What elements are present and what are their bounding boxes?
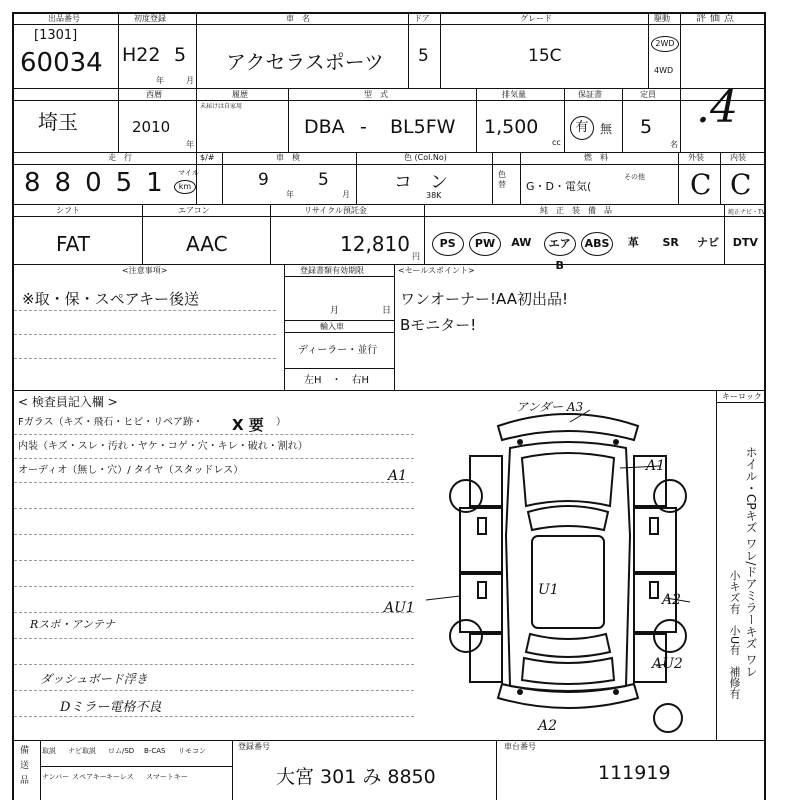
first-reg-era: H22 [122,44,161,66]
label-line [284,368,394,369]
accessory-side-label: 備送品 [20,746,30,786]
glass-note: Fガラス（キズ・飛石・ヒビ・リペア跡・ [18,417,204,428]
col-sep [496,740,497,800]
accessory-list [40,740,232,800]
region: 埼玉 [38,110,78,134]
interior-label: 内装 [730,153,746,162]
key-lock-label: キーロック [722,392,762,401]
insp-month: 5 [318,170,329,190]
equipment-item: DTV [732,236,758,249]
col-sep [424,204,425,264]
lot-code: [1301] [34,28,78,43]
recycle-label: リサイクル預託金 [304,206,367,215]
mark-au2: AU2 [652,656,683,672]
rule-line [14,560,414,561]
rule-line [14,716,414,717]
inspector-label: < 検査員記入欄 > [18,395,118,409]
reg-day: 日 [382,306,392,316]
color-change: 色替 [498,170,506,189]
plate-label: 登録番号 [238,742,270,751]
accessory-item: リモコン [178,747,206,755]
model-type-a: DBA [304,116,345,138]
frame-left [12,12,14,800]
col-sep [232,740,233,800]
rule-line [14,334,276,335]
first-reg-month: 5 [174,44,187,66]
equipment-item: AW [511,236,532,249]
first-reg-label: 初度登録 [134,14,166,23]
col-sep [520,152,521,204]
model-year: 2010 [132,118,171,136]
accessory-item: 取説 [42,747,56,755]
lot-number: 60034 [20,48,103,78]
model-type-b: BL5FW [390,116,456,138]
mileage-label: 走 行 [108,153,132,162]
km-unit-circled: km [174,180,196,194]
col-sep [408,12,409,88]
yen-unit: 円 [412,252,420,261]
label-line [716,402,766,403]
interior-grade: C [730,168,752,201]
mileage: 88051 [24,168,177,198]
equipment-list [428,230,764,272]
col-sep [270,204,271,264]
rule-line [14,690,414,691]
label-line [284,320,394,321]
key-side-note-2: 小キズ有 小U有 補修有 [728,570,741,700]
drive-2wd-circled: 2WD [651,36,679,52]
mark-a2-right: A2 [662,592,682,608]
col-sep [356,152,357,204]
grade: 15C [528,46,562,66]
accessory-item: スマートキー [146,773,188,781]
car-name: アクセラスポーツ [226,50,384,74]
year-unit: 年 [286,190,294,199]
equipment-item: SR [662,236,679,249]
insp-year: 9 [258,170,269,190]
month-unit: 月 [186,76,194,85]
label-line [12,216,766,217]
equipment-item: PS [432,232,464,256]
fuel-label: 燃 料 [584,153,608,162]
col-sep [716,390,717,740]
col-sep [648,12,649,88]
notes: ※取・保・スペアキー後送 [22,290,199,308]
mark-a2-rear: A2 [538,718,558,734]
rule-line [14,434,414,435]
col-sep [564,88,565,152]
car-name-label: 車 名 [286,14,310,23]
lot-no-label: 出品番号 [48,14,80,23]
sales-point-2: Bモニター! [400,316,477,334]
rule-line [14,458,414,459]
equipment-label: 純 正 装 備 品 [540,206,612,215]
frame-right [764,12,766,800]
model-year-label: 西暦 [146,90,162,99]
rule-line [14,664,414,665]
mile-unit: マイル [178,169,199,177]
vin-number: 111919 [598,762,671,784]
rule-line [14,508,414,509]
mark-au1: AU1 [384,600,415,616]
warranty-label: 保証書 [578,90,602,99]
model-type-label: 型 式 [364,90,388,99]
warranty-yes-circled: 有 [570,116,594,140]
dealer-label: ディーラー・並行 [298,345,378,356]
col-sep [196,12,197,152]
col-sep [288,88,289,152]
capacity: 5 [640,116,653,138]
accessory-item: ロム/SD [108,747,135,755]
car-damage-diagram [420,396,716,740]
col-sep [196,152,197,204]
rule-line [14,586,414,587]
col-sep [476,88,477,152]
drive-4wd: 4WD [654,66,674,75]
shift: FAT [56,232,91,256]
label-line [284,276,394,277]
exterior-grade: C [690,168,712,201]
label-line [284,332,394,333]
color-name: コン [394,172,466,193]
fuel-other: その他 [624,173,645,181]
month-unit: 月 [342,190,350,199]
equipment-item: ABS [581,232,613,256]
warranty-no: 無 [600,122,613,136]
accessory-item: キーレス [106,773,134,781]
rule-line [14,358,276,359]
row-sep [12,264,766,265]
equipment-item: エアB [544,232,576,256]
row-sep [12,88,766,89]
hand-note-2: ダッシュボード浮き [40,672,148,686]
col-sep [284,264,285,390]
grade-label: グレード [520,14,552,23]
model-type-sep: - [360,116,367,138]
import-label: 輸入車 [320,322,344,331]
label-line [12,100,766,101]
col-sep [678,152,679,204]
col-sep [720,152,721,204]
inspection-label: 車 検 [276,153,300,162]
rule-line [14,612,414,613]
col-sep [394,264,395,390]
hand-note-1: Rスポ・アンテナ [30,618,115,631]
history-sub-label: 未届けは自家用 [200,103,243,110]
row-sep [12,390,766,391]
plate-number: 大宮 301 み 8850 [276,766,436,788]
aircon: AAC [186,232,228,256]
score-value: .4 [696,82,738,133]
color-label: 色 (Col.No) [404,153,447,162]
dollar-label: $/# [200,153,215,162]
doors: 5 [418,46,429,66]
score-label: 評価点 [696,13,738,24]
aircon-label: エアコン [178,206,210,215]
col-sep [440,12,441,88]
mark-a1-right: A1 [646,458,666,474]
sales-points-label: <セールスポイント> [398,266,475,275]
col-sep [492,152,493,204]
navi-tv-label: 純正ナビ・TV [728,209,766,216]
drive-label: 駆動 [654,14,670,23]
col-sep [622,88,623,152]
doors-label: ドア [414,14,430,23]
equipment-item: 革 [627,236,639,249]
accessory-item: スペアキー [72,773,107,781]
accessory-item: ナンバー [42,773,70,781]
capacity-label: 定員 [640,90,656,99]
rule-line [14,534,414,535]
capacity-unit: 名 [670,140,678,149]
mark-under: アンダー A3 [516,400,584,414]
rule-line [14,638,414,639]
history-label: 履歴 [232,90,248,99]
handle-label: 左H ・ 右H [304,375,370,386]
accessory-item: ナビ取説 [68,747,96,755]
audio-note: オーディオ（無し・穴）/ タイヤ（スタッドレス） [18,465,244,476]
col-sep [680,12,681,88]
label-line [12,24,766,25]
sales-point-1: ワンオーナー!AA初出品! [400,290,568,308]
hand-note-3: Dミラー電格不良 [60,700,162,715]
equipment-item: PW [469,232,501,256]
rule-line [14,310,276,311]
interior-note: 内装（キズ・スレ・汚れ・ヤケ・コゲ・穴・キレ・破れ・割れ） [18,441,308,452]
displacement: 1,500 [484,116,539,138]
label-line [12,164,766,165]
notes-label: <注意事項> [122,266,168,275]
glass-x: X 要 [232,416,264,434]
shift-label: シフト [56,206,80,215]
col-sep [118,12,119,88]
col-sep [142,204,143,264]
accessory-item: B-CAS [144,747,166,755]
row-sep [12,204,766,205]
reg-deadline-label: 登録書類有効期限 [300,266,364,275]
mark-u1: U1 [538,582,559,598]
reg-month: 月 [330,306,340,316]
mark-a1-left: A1 [388,468,408,484]
frame-top [12,12,766,14]
col-sep [680,88,681,152]
year-unit: 年 [186,140,194,149]
col-sep [118,88,119,152]
displacement-label: 排気量 [502,90,526,99]
key-side-note-1: ホイル・CPキズ ワレ/ドアミラーキズ ワレ [744,446,758,678]
cc-unit: cc [552,138,561,147]
color-no: 38K [426,191,442,200]
exterior-label: 外装 [688,153,704,162]
recycle: 12,810 [340,232,410,256]
glass-end: ） [276,417,286,428]
col-sep [222,152,223,204]
equipment-item: ナビ [697,236,719,249]
year-unit: 年 [156,76,164,85]
rule-line [14,482,414,483]
fuel: G・D・電気( [526,180,592,193]
vin-label: 車台番号 [504,742,536,751]
